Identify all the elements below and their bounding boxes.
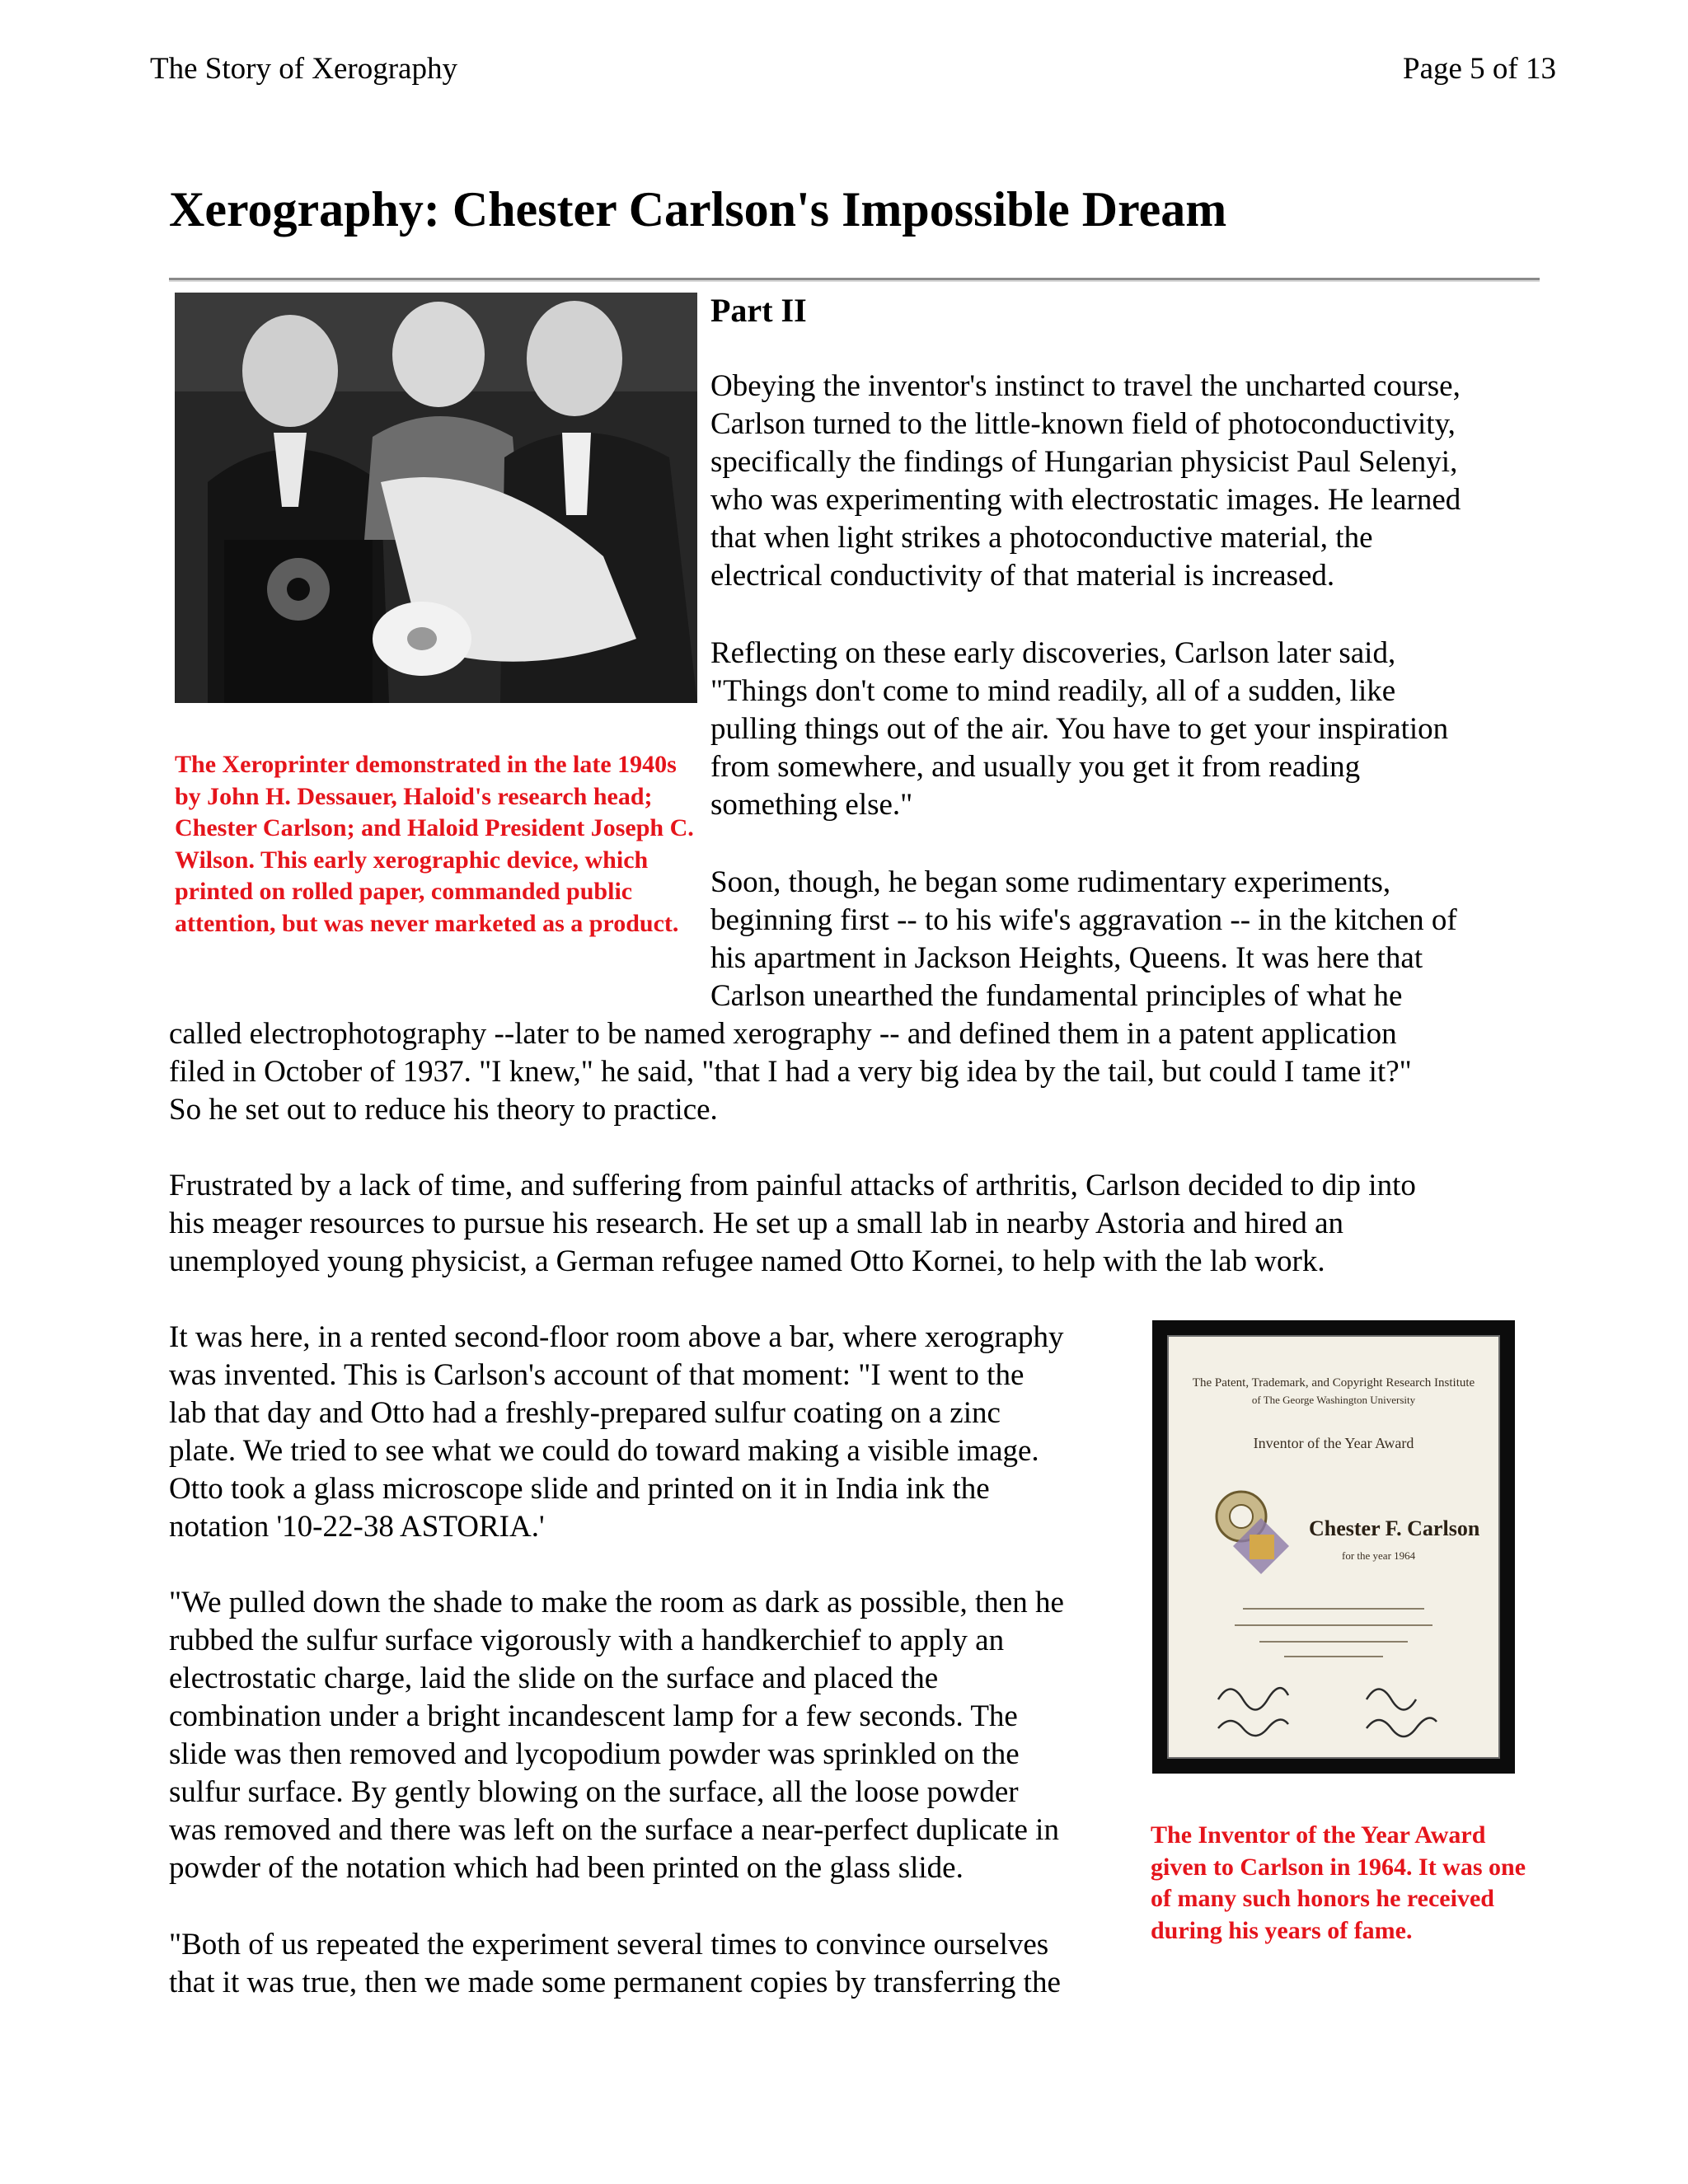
xeroprinter-caption: The Xeroprinter demonstrated in the late 1940s by John H. Dessauer, Haloid's research head; Chester Carlson; and Haloid President Joseph C. Wilson. This early xerographic device, which printed on rolled paper, commanded public attention, but was never marketed as a product. [175, 751, 694, 937]
text-line: Otto took a glass microscope slide and printed on it in India ink the [169, 1472, 990, 1506]
text-line: Soon, though, he began some rudimentary experiments, [710, 865, 1391, 899]
text-line: "Things don't come to mind readily, all of a sudden, like [710, 674, 1396, 708]
document-source-title: The Story of Xerography [150, 52, 457, 86]
certificate-university: of The George Washington University [1251, 1394, 1416, 1406]
text-line: specifically the findings of Hungarian physicist Paul Selenyi, [710, 445, 1458, 479]
certificate-paper [1167, 1335, 1500, 1759]
text-line: that when light strikes a photoconductive material, the [710, 521, 1373, 555]
text-line: beginning first -- to his wife's aggravation -- in the kitchen of [710, 903, 1457, 937]
text-line: Obeying the inventor's instinct to travel the uncharted course, [710, 369, 1461, 403]
certificate-award-title: Inventor of the Year Award [1253, 1435, 1414, 1451]
text-line: Frustrated by a lack of time, and suffering from painful attacks of arthritis, Carlson decided to dip into [169, 1169, 1416, 1202]
text-line: electrostatic charge, laid the slide on the surface and placed the [169, 1661, 939, 1695]
paragraph-reflecting [710, 635, 1543, 824]
text-line: combination under a bright incandescent lamp for a few seconds. The [169, 1699, 1018, 1733]
certificate-recipient-name: Chester F. Carlson [1309, 1516, 1480, 1540]
certificate-year: for the year 1964 [1342, 1549, 1416, 1562]
text-line: filed in October of 1937. "I knew," he said, "that I had a very big idea by the tail, but could I tame it?" [169, 1055, 1412, 1089]
award-caption: The Inventor of the Year Award given to Carlson in 1964. It was one of many such honors he received during his years of fame. [1151, 1821, 1526, 1944]
text-line: rubbed the sulfur surface vigorously with a handkerchief to apply an [169, 1624, 1005, 1657]
text-line: It was here, in a rented second-floor room above a bar, where xerography [169, 1320, 1064, 1354]
paragraph-experiments [710, 864, 1543, 1015]
text-line: called electrophotography --later to be named xerography -- and defined them in a patent application [169, 1017, 1397, 1051]
text-line: So he set out to reduce his theory to practice. [169, 1093, 718, 1127]
section-heading-part-ii: Part II [710, 292, 807, 329]
text-line: "We pulled down the shade to make the room as dark as possible, then he [169, 1586, 1064, 1619]
page-number: Page 5 of 13 [1403, 52, 1556, 86]
text-line: was invented. This is Carlson's account of that moment: "I went to the [169, 1358, 1025, 1392]
text-line: his meager resources to pursue his research. He set up a small lab in nearby Astoria and hired an [169, 1207, 1344, 1240]
text-line: who was experimenting with electrostatic images. He learned [710, 483, 1461, 517]
text-line: from somewhere, and usually you get it from reading [710, 750, 1361, 784]
text-line: Carlson unearthed the fundamental principles of what he [710, 979, 1403, 1013]
text-line: something else." [710, 788, 913, 822]
text-line: unemployed young physicist, a German refugee named Otto Kornei, to help with the lab work. [169, 1244, 1325, 1278]
paragraph-photoconductivity [710, 368, 1543, 595]
paragraph-experiments-continued [169, 1015, 1545, 1129]
title-divider [169, 278, 1540, 282]
text-line: lab that day and Otto had a freshly-prepared sulfur coating on a zinc [169, 1396, 1001, 1430]
paragraph-astoria-lab [169, 1319, 1142, 1546]
xeroprinter-photo [175, 293, 697, 703]
paragraph-experiment-account [169, 1584, 1142, 1887]
page-title: Xerography: Chester Carlson's Impossible Dream [169, 182, 1227, 237]
text-line: was removed and there was left on the surface a near-perfect duplicate in [169, 1813, 1059, 1847]
text-line: his apartment in Jackson Heights, Queens. It was here that [710, 941, 1423, 975]
certificate-seal-icon [1210, 1485, 1301, 1576]
text-line: notation '10-22-38 ASTORIA.' [169, 1510, 545, 1544]
text-line: sulfur surface. By gently blowing on the surface, all the loose powder [169, 1775, 1019, 1809]
text-line: slide was then removed and lycopodium powder was sprinkled on the [169, 1737, 1020, 1771]
certificate-signatures-icon [1210, 1592, 1457, 1741]
paragraph-repeated-experiment [169, 1926, 1142, 2002]
text-line: pulling things out of the air. You have to get your inspiration [710, 712, 1449, 746]
paragraph-frustrated [169, 1167, 1545, 1281]
certificate-issuer: The Patent, Trademark, and Copyright Research Institute [1192, 1376, 1475, 1390]
text-line: "Both of us repeated the experiment several times to convince ourselves [169, 1928, 1049, 1961]
text-line: electrical conductivity of that material is increased. [710, 559, 1335, 593]
text-line: powder of the notation which had been printed on the glass slide. [169, 1851, 964, 1885]
text-line: Reflecting on these early discoveries, Carlson later said, [710, 636, 1396, 670]
text-line: Carlson turned to the little-known field of photoconductivity, [710, 407, 1456, 441]
text-line: plate. We tried to see what we could do toward making a visible image. [169, 1434, 1039, 1468]
text-line: that it was true, then we made some permanent copies by transferring the [169, 1966, 1061, 1999]
award-certificate-photo [1152, 1320, 1515, 1774]
